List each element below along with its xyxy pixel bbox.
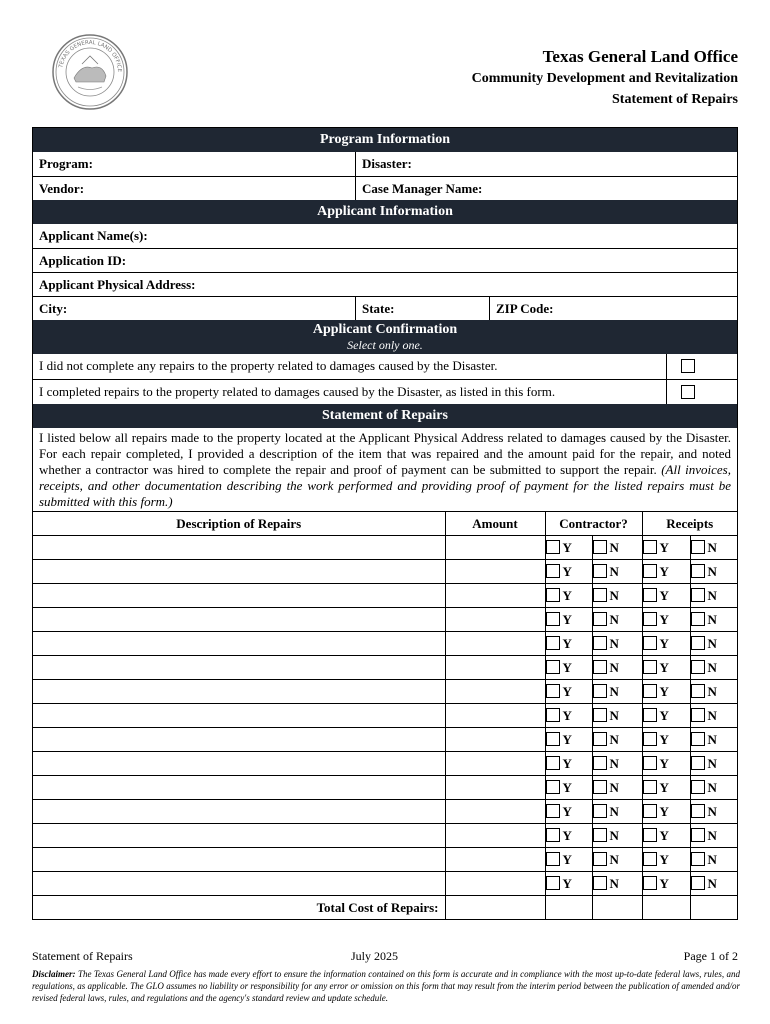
receipts-no-label: N <box>707 635 717 651</box>
receipts-no-checkbox[interactable] <box>691 612 705 626</box>
receipts-yes-checkbox[interactable] <box>643 684 657 698</box>
contractor-yes-checkbox[interactable] <box>546 564 560 578</box>
repair-row <box>33 872 737 896</box>
statement-form <box>32 127 738 920</box>
repairs-intro: I listed below all repairs made to the property located at the Applicant Physical Address related to damages caused by the Disaster. For each repair completed, I provided a description of the item that was repaired and the amount paid for the repair, and noted whether a contractor was hired to complete the repair and proof of payment can be submitted to support the repair. <box>39 430 731 477</box>
program-row <box>33 152 737 176</box>
repair-row <box>33 824 737 848</box>
receipts-no-label: N <box>707 803 717 819</box>
receipts-yes-label: Y <box>659 683 669 699</box>
contractor-yes-label: Y <box>562 683 572 699</box>
confirmation-title: Applicant Confirmation <box>312 322 458 337</box>
contractor-yes-label: Y <box>562 827 572 843</box>
repair-amount-cell[interactable] <box>445 872 545 896</box>
contractor-yes-label: Y <box>562 851 572 867</box>
confirm-option-repairs <box>33 379 737 404</box>
contractor-no[interactable] <box>592 608 642 632</box>
receipts-yes[interactable] <box>642 584 690 608</box>
repair-description-cell[interactable] <box>33 776 445 800</box>
confirm-option-2-checkbox[interactable] <box>681 385 695 399</box>
receipts-no-label: N <box>707 539 717 555</box>
receipts-no-checkbox[interactable] <box>691 660 705 674</box>
repair-description-cell[interactable] <box>33 728 445 752</box>
repair-row <box>33 680 737 704</box>
receipts-no[interactable] <box>690 872 737 896</box>
contractor-no-checkbox[interactable] <box>593 684 607 698</box>
receipts-no[interactable] <box>690 656 737 680</box>
receipts-yes-checkbox[interactable] <box>643 756 657 770</box>
receipts-no[interactable] <box>690 848 737 872</box>
contractor-yes[interactable] <box>545 656 592 680</box>
receipts-no-label: N <box>707 731 717 747</box>
receipts-yes-label: Y <box>659 755 669 771</box>
receipts-no[interactable] <box>690 752 737 776</box>
repairs-heading: Statement of Repairs <box>33 404 737 428</box>
contractor-no-checkbox[interactable] <box>593 564 607 578</box>
col-description: Description of Repairs <box>33 512 445 536</box>
contractor-no[interactable] <box>592 536 642 560</box>
receipts-no-checkbox[interactable] <box>691 540 705 554</box>
receipts-no-checkbox[interactable] <box>691 780 705 794</box>
receipts-yes-checkbox[interactable] <box>643 588 657 602</box>
repairs-instructions <box>33 428 737 511</box>
contractor-no[interactable] <box>592 872 642 896</box>
receipts-no-label: N <box>707 659 717 675</box>
repair-row <box>33 776 737 800</box>
contractor-no-checkbox[interactable] <box>593 732 607 746</box>
repair-amount-cell[interactable] <box>445 536 545 560</box>
receipts-yes-checkbox[interactable] <box>643 852 657 866</box>
contractor-no[interactable] <box>592 584 642 608</box>
contractor-yes-checkbox[interactable] <box>546 732 560 746</box>
receipts-yes-label: Y <box>659 731 669 747</box>
receipts-yes[interactable] <box>642 680 690 704</box>
contractor-yes-checkbox[interactable] <box>546 660 560 674</box>
total-empty-cell <box>642 896 690 920</box>
repair-amount-cell[interactable] <box>445 800 545 824</box>
contractor-yes-label: Y <box>562 779 572 795</box>
contractor-yes-label: Y <box>562 635 572 651</box>
receipts-yes-checkbox[interactable] <box>643 612 657 626</box>
contractor-no-label: N <box>609 731 619 747</box>
contractor-yes[interactable] <box>545 800 592 824</box>
disclaimer-label: Disclaimer: <box>32 969 76 979</box>
receipts-yes[interactable] <box>642 776 690 800</box>
contractor-yes-checkbox[interactable] <box>546 684 560 698</box>
receipts-yes[interactable] <box>642 536 690 560</box>
contractor-no[interactable] <box>592 680 642 704</box>
program-info-heading: Program Information <box>33 128 737 152</box>
receipts-no-checkbox[interactable] <box>691 756 705 770</box>
repair-row <box>33 536 737 560</box>
contractor-yes[interactable] <box>545 560 592 584</box>
contractor-yes[interactable] <box>545 680 592 704</box>
contractor-no[interactable] <box>592 776 642 800</box>
receipts-no-checkbox[interactable] <box>691 708 705 722</box>
repair-row <box>33 728 737 752</box>
contractor-no-checkbox[interactable] <box>593 828 607 842</box>
applicant-names-row <box>33 224 737 248</box>
repair-amount-cell[interactable] <box>445 704 545 728</box>
receipts-no[interactable] <box>690 776 737 800</box>
col-contractor: Contractor? <box>545 512 642 536</box>
contractor-no-checkbox[interactable] <box>593 852 607 866</box>
contractor-yes-checkbox[interactable] <box>546 756 560 770</box>
repair-row <box>33 656 737 680</box>
repair-description-cell[interactable] <box>33 584 445 608</box>
receipts-yes-checkbox[interactable] <box>643 660 657 674</box>
repairs-table <box>33 511 737 919</box>
contractor-yes-checkbox[interactable] <box>546 588 560 602</box>
receipts-yes-checkbox[interactable] <box>643 708 657 722</box>
repair-row <box>33 560 737 584</box>
program-field[interactable]: Program: <box>39 156 93 171</box>
contractor-yes[interactable] <box>545 728 592 752</box>
contractor-yes-checkbox[interactable] <box>546 804 560 818</box>
confirmation-subtitle: Select only one. <box>347 338 423 352</box>
state-field[interactable]: State: <box>355 297 489 320</box>
repair-row <box>33 584 737 608</box>
receipts-no-checkbox[interactable] <box>691 684 705 698</box>
receipts-no-label: N <box>707 827 717 843</box>
receipts-yes[interactable] <box>642 632 690 656</box>
receipts-yes[interactable] <box>642 752 690 776</box>
contractor-no-checkbox[interactable] <box>593 756 607 770</box>
city-field[interactable]: City: <box>39 301 68 316</box>
receipts-yes-label: Y <box>659 659 669 675</box>
total-row <box>33 896 737 920</box>
receipts-yes[interactable] <box>642 872 690 896</box>
receipts-no[interactable] <box>690 824 737 848</box>
repair-description-cell[interactable] <box>33 608 445 632</box>
contractor-no-checkbox[interactable] <box>593 876 607 890</box>
total-label: Total Cost of Repairs: <box>33 896 445 920</box>
contractor-no[interactable] <box>592 848 642 872</box>
repair-amount-cell[interactable] <box>445 584 545 608</box>
footer-date: July 2025 <box>351 949 399 963</box>
applicant-names-field[interactable]: Applicant Name(s): <box>39 228 148 243</box>
contractor-no-checkbox[interactable] <box>593 804 607 818</box>
contractor-yes-label: Y <box>562 755 572 771</box>
contractor-yes[interactable] <box>545 824 592 848</box>
receipts-yes-label: Y <box>659 851 669 867</box>
repair-description-cell[interactable] <box>33 848 445 872</box>
receipts-no-checkbox[interactable] <box>691 636 705 650</box>
division-subtitle: Community Development and Revitalization <box>471 71 738 86</box>
receipts-yes-label: Y <box>659 611 669 627</box>
contractor-no[interactable] <box>592 632 642 656</box>
contractor-yes-label: Y <box>562 803 572 819</box>
receipts-no[interactable] <box>690 632 737 656</box>
col-amount: Amount <box>445 512 545 536</box>
contractor-yes[interactable] <box>545 872 592 896</box>
receipts-yes-checkbox[interactable] <box>643 804 657 818</box>
repair-row <box>33 752 737 776</box>
receipts-no[interactable] <box>690 704 737 728</box>
repair-row <box>33 608 737 632</box>
repair-amount-cell[interactable] <box>445 776 545 800</box>
receipts-no[interactable] <box>690 800 737 824</box>
contractor-yes[interactable] <box>545 752 592 776</box>
footer-page: Page 1 of 2 <box>683 949 738 963</box>
repair-amount-cell[interactable] <box>445 752 545 776</box>
disaster-field[interactable]: Disaster: <box>355 152 737 176</box>
form-name: Statement of Repairs <box>612 92 738 107</box>
case-manager-field[interactable]: Case Manager Name: <box>355 177 737 200</box>
repair-description-cell[interactable] <box>33 536 445 560</box>
receipts-yes[interactable] <box>642 656 690 680</box>
contractor-no-checkbox[interactable] <box>593 612 607 626</box>
disclaimer <box>32 968 740 1004</box>
repair-amount-cell[interactable] <box>445 848 545 872</box>
address-row <box>33 272 737 296</box>
receipts-yes-checkbox[interactable] <box>643 828 657 842</box>
contractor-no[interactable] <box>592 704 642 728</box>
confirm-option-1-label: I did not complete any repairs to the property related to damages caused by the Disaster. <box>39 358 498 373</box>
receipts-no-label: N <box>707 611 717 627</box>
contractor-yes[interactable] <box>545 584 592 608</box>
receipts-no-checkbox[interactable] <box>691 876 705 890</box>
contractor-no[interactable] <box>592 800 642 824</box>
contractor-no-label: N <box>609 779 619 795</box>
contractor-no-label: N <box>609 587 619 603</box>
contractor-yes-checkbox[interactable] <box>546 636 560 650</box>
contractor-yes-checkbox[interactable] <box>546 540 560 554</box>
contractor-yes-checkbox[interactable] <box>546 828 560 842</box>
confirm-option-1-checkbox[interactable] <box>681 359 695 373</box>
contractor-yes[interactable] <box>545 776 592 800</box>
repair-amount-cell[interactable] <box>445 560 545 584</box>
repair-amount-cell[interactable] <box>445 824 545 848</box>
receipts-yes[interactable] <box>642 728 690 752</box>
repair-description-cell[interactable] <box>33 656 445 680</box>
contractor-no[interactable] <box>592 824 642 848</box>
contractor-no-checkbox[interactable] <box>593 588 607 602</box>
agency-title: Texas General Land Office <box>542 47 738 66</box>
receipts-no-checkbox[interactable] <box>691 732 705 746</box>
receipts-no-checkbox[interactable] <box>691 564 705 578</box>
receipts-no-checkbox[interactable] <box>691 828 705 842</box>
receipts-no-label: N <box>707 779 717 795</box>
repair-amount-cell[interactable] <box>445 656 545 680</box>
city-row <box>33 296 737 320</box>
address-field[interactable]: Applicant Physical Address: <box>39 277 196 292</box>
contractor-yes-label: Y <box>562 611 572 627</box>
application-id-row <box>33 248 737 272</box>
seal-ring-text: TEXAS GENERAL LAND OFFICE <box>58 39 123 73</box>
repair-description-cell[interactable] <box>33 872 445 896</box>
receipts-no-label: N <box>707 755 717 771</box>
repair-amount-cell[interactable] <box>445 608 545 632</box>
total-empty-cell <box>545 896 592 920</box>
header <box>472 46 738 110</box>
total-empty-cell <box>690 896 737 920</box>
receipts-no-label: N <box>707 707 717 723</box>
receipts-yes[interactable] <box>642 560 690 584</box>
total-amount-cell[interactable] <box>445 896 545 920</box>
vendor-row <box>33 176 737 200</box>
contractor-no-label: N <box>609 755 619 771</box>
contractor-no[interactable] <box>592 656 642 680</box>
receipts-no[interactable] <box>690 560 737 584</box>
receipts-yes[interactable] <box>642 704 690 728</box>
contractor-yes-checkbox[interactable] <box>546 708 560 722</box>
receipts-yes-label: Y <box>659 707 669 723</box>
receipts-no-label: N <box>707 683 717 699</box>
repair-description-cell[interactable] <box>33 632 445 656</box>
application-id-field[interactable]: Application ID: <box>39 253 127 268</box>
repair-description-cell[interactable] <box>33 680 445 704</box>
receipts-no-checkbox[interactable] <box>691 852 705 866</box>
receipts-no-label: N <box>707 851 717 867</box>
contractor-yes[interactable] <box>545 632 592 656</box>
contractor-yes[interactable] <box>545 608 592 632</box>
contractor-no-label: N <box>609 827 619 843</box>
contractor-yes-checkbox[interactable] <box>546 852 560 866</box>
repair-description-cell[interactable] <box>33 560 445 584</box>
contractor-yes-label: Y <box>562 539 572 555</box>
contractor-no-label: N <box>609 683 619 699</box>
col-receipts: Receipts <box>642 512 737 536</box>
receipts-yes-label: Y <box>659 587 669 603</box>
contractor-no-label: N <box>609 875 619 891</box>
contractor-yes[interactable] <box>545 848 592 872</box>
contractor-yes-checkbox[interactable] <box>546 780 560 794</box>
contractor-no[interactable] <box>592 560 642 584</box>
repair-amount-cell[interactable] <box>445 680 545 704</box>
receipts-no[interactable] <box>690 680 737 704</box>
contractor-no-checkbox[interactable] <box>593 708 607 722</box>
receipts-yes-label: Y <box>659 563 669 579</box>
receipts-no-checkbox[interactable] <box>691 588 705 602</box>
contractor-no-label: N <box>609 611 619 627</box>
receipts-yes[interactable] <box>642 800 690 824</box>
contractor-no-checkbox[interactable] <box>593 636 607 650</box>
receipts-yes-checkbox[interactable] <box>643 876 657 890</box>
receipts-yes-label: Y <box>659 779 669 795</box>
repair-row <box>33 632 737 656</box>
disclaimer-text: The Texas General Land Office has made every effort to ensure the information contained on this form is accurate and in compliance with the most up-to-date federal laws, rules, and regulations, as applicable. The GLO assumes no liability or responsibility for any error or omission on this form that may result from the interim period between the publication of amended and/or revised federal laws, rules, and regulations and the agency's standard review and update schedule. <box>32 969 741 1003</box>
receipts-yes-label: Y <box>659 635 669 651</box>
contractor-no-label: N <box>609 539 619 555</box>
contractor-yes-label: Y <box>562 587 572 603</box>
contractor-yes[interactable] <box>545 704 592 728</box>
contractor-yes-label: Y <box>562 707 572 723</box>
confirm-option-no-repairs <box>33 354 737 379</box>
receipts-yes-label: Y <box>659 539 669 555</box>
receipts-no-checkbox[interactable] <box>691 804 705 818</box>
receipts-yes-checkbox[interactable] <box>643 636 657 650</box>
footer-form-name: Statement of Repairs <box>32 949 133 963</box>
repair-row <box>33 704 737 728</box>
contractor-yes-label: Y <box>562 563 572 579</box>
contractor-no-label: N <box>609 635 619 651</box>
contractor-no-checkbox[interactable] <box>593 660 607 674</box>
zip-field[interactable]: ZIP Code: <box>489 297 737 320</box>
repair-row <box>33 848 737 872</box>
contractor-no-label: N <box>609 563 619 579</box>
receipts-no-label: N <box>707 563 717 579</box>
repair-description-cell[interactable] <box>33 800 445 824</box>
repair-amount-cell[interactable] <box>445 632 545 656</box>
contractor-no[interactable] <box>592 728 642 752</box>
receipts-yes-checkbox[interactable] <box>643 780 657 794</box>
contractor-yes-label: Y <box>562 875 572 891</box>
total-empty-cell <box>592 896 642 920</box>
contractor-no-label: N <box>609 659 619 675</box>
repair-row <box>33 800 737 824</box>
confirm-option-2-label: I completed repairs to the property related to damages caused by the Disaster, as listed in this form. <box>39 384 556 399</box>
repair-amount-cell[interactable] <box>445 728 545 752</box>
contractor-no-checkbox[interactable] <box>593 540 607 554</box>
receipts-yes-label: Y <box>659 827 669 843</box>
contractor-no-label: N <box>609 851 619 867</box>
contractor-yes-label: Y <box>562 731 572 747</box>
contractor-no[interactable] <box>592 752 642 776</box>
receipts-no[interactable] <box>690 728 737 752</box>
applicant-info-heading: Applicant Information <box>33 200 737 224</box>
contractor-yes[interactable] <box>545 536 592 560</box>
receipts-yes[interactable] <box>642 608 690 632</box>
receipts-no[interactable] <box>690 584 737 608</box>
repair-description-cell[interactable] <box>33 824 445 848</box>
receipts-no-label: N <box>707 875 717 891</box>
contractor-no-label: N <box>609 707 619 723</box>
receipts-no[interactable] <box>690 608 737 632</box>
receipts-yes-label: Y <box>659 875 669 891</box>
repair-description-cell[interactable] <box>33 752 445 776</box>
receipts-no[interactable] <box>690 536 737 560</box>
texas-glo-seal-icon <box>52 34 128 110</box>
contractor-yes-checkbox[interactable] <box>546 612 560 626</box>
receipts-yes-checkbox[interactable] <box>643 540 657 554</box>
contractor-no-label: N <box>609 803 619 819</box>
receipts-yes[interactable] <box>642 848 690 872</box>
receipts-yes-checkbox[interactable] <box>643 732 657 746</box>
vendor-field[interactable]: Vendor: <box>39 181 85 196</box>
repairs-intro-italic: (All invoices, receipts, and other documentation describing the work performed and providing proof of payment for the listed repairs must be submitted with this form.) <box>39 462 731 509</box>
confirmation-heading <box>33 320 737 354</box>
contractor-yes-label: Y <box>562 659 572 675</box>
contractor-yes-checkbox[interactable] <box>546 876 560 890</box>
repair-description-cell[interactable] <box>33 704 445 728</box>
contractor-no-checkbox[interactable] <box>593 780 607 794</box>
receipts-yes[interactable] <box>642 824 690 848</box>
receipts-yes-label: Y <box>659 803 669 819</box>
receipts-no-label: N <box>707 587 717 603</box>
receipts-yes-checkbox[interactable] <box>643 564 657 578</box>
